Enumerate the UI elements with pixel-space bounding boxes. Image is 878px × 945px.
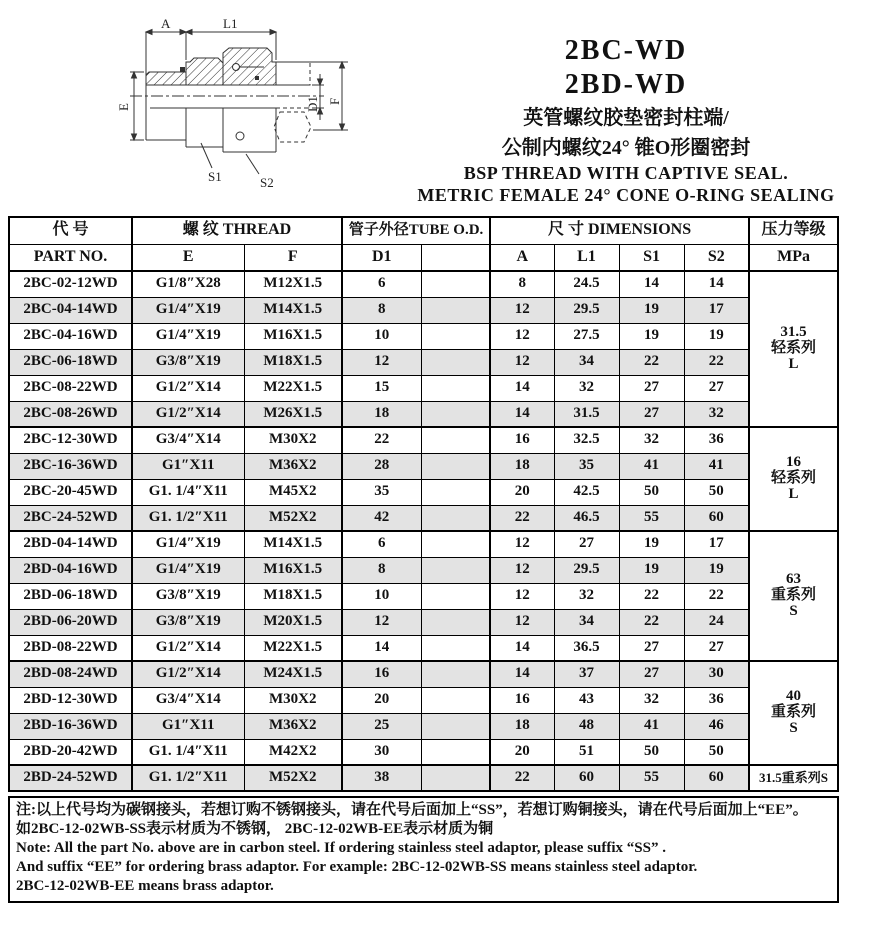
cell-thread-f: M14X1.5 (244, 297, 342, 323)
cell-thread-f: M42X2 (244, 739, 342, 765)
cell-thread-f: M22X1.5 (244, 375, 342, 401)
cell-pressure-group (749, 661, 838, 765)
header-tube-d1: D1 (342, 244, 421, 271)
pressure-line: L (788, 355, 799, 372)
cell-dim-s2: 60 (684, 505, 749, 531)
note-line: Note: All the part No. above are in carbon steel. If ordering stainless steel adaptor, please suffix “SS” . (16, 840, 666, 856)
cell-thread-f: M24X1.5 (244, 661, 342, 687)
spec-table-head (9, 217, 838, 271)
cell-dim-l1: 42.5 (554, 479, 619, 505)
cell-dim-l1: 48 (554, 713, 619, 739)
cell-thread-e: G1/4″X19 (132, 531, 244, 557)
cell-part-no: 2BD-20-42WD (9, 739, 132, 765)
cell-dim-a: 12 (490, 557, 554, 583)
cell-dim-l1: 37 (554, 661, 619, 687)
cell-thread-f: M20X1.5 (244, 609, 342, 635)
cell-thread-f: M26X1.5 (244, 401, 342, 427)
cell-thread-f: M22X1.5 (244, 635, 342, 661)
pressure-line: S (789, 719, 798, 736)
cell-part-no: 2BD-06-18WD (9, 583, 132, 609)
cell-tube-d1: 10 (342, 323, 421, 349)
fitting-section-drawing (18, 0, 378, 212)
cell-thread-f: M45X2 (244, 479, 342, 505)
table-row (9, 479, 838, 505)
cell-tube-blank (421, 765, 490, 791)
model-code-2: 2BD-WD (564, 69, 688, 100)
cell-part-no: 2BC-08-22WD (9, 375, 132, 401)
cell-part-no: 2BC-20-45WD (9, 479, 132, 505)
cell-thread-f: M16X1.5 (244, 557, 342, 583)
cell-thread-e: G3/8″X19 (132, 609, 244, 635)
cell-tube-d1: 8 (342, 557, 421, 583)
subtitle-en-1: BSP THREAD WITH CAPTIVE SEAL. (463, 163, 789, 183)
cell-tube-blank (421, 297, 490, 323)
cell-pressure-group (749, 531, 838, 661)
cell-thread-e: G1/4″X19 (132, 297, 244, 323)
cell-dim-s1: 41 (619, 453, 684, 479)
table-row (9, 427, 838, 453)
cell-tube-d1: 30 (342, 739, 421, 765)
table-row (9, 739, 838, 765)
cell-part-no: 2BD-04-14WD (9, 531, 132, 557)
note-line: 如2BC-12-02WB-SS表示材质为不锈钢， 2BC-12-02WB-EE表示材质为铜 (16, 821, 494, 837)
cell-dim-a: 18 (490, 453, 554, 479)
cell-dim-a: 12 (490, 297, 554, 323)
table-row (9, 557, 838, 583)
cell-dim-l1: 36.5 (554, 635, 619, 661)
cell-dim-a: 16 (490, 687, 554, 713)
header-thread-e: E (132, 244, 244, 271)
spec-table-body (9, 271, 838, 791)
cell-dim-s2: 30 (684, 661, 749, 687)
cell-dim-s1: 19 (619, 323, 684, 349)
cell-dim-l1: 29.5 (554, 557, 619, 583)
cell-dim-l1: 34 (554, 609, 619, 635)
cell-part-no: 2BC-04-14WD (9, 297, 132, 323)
cell-dim-s2: 32 (684, 401, 749, 427)
cell-tube-d1: 18 (342, 401, 421, 427)
pressure-line: 31.5 (780, 324, 807, 341)
header-dim-l1: L1 (554, 244, 619, 271)
cell-thread-e: G1. 1/4″X11 (132, 479, 244, 505)
cell-tube-d1: 42 (342, 505, 421, 531)
cell-thread-f: M30X2 (244, 427, 342, 453)
cell-tube-blank (421, 453, 490, 479)
table-row (9, 297, 838, 323)
cell-dim-a: 14 (490, 401, 554, 427)
table-row (9, 609, 838, 635)
cell-tube-blank (421, 479, 490, 505)
cell-dim-s1: 14 (619, 271, 684, 297)
pressure-line: 轻系列 (771, 340, 817, 357)
header-tube-blank (421, 244, 490, 271)
cell-dim-a: 8 (490, 271, 554, 297)
cell-tube-blank (421, 661, 490, 687)
cell-part-no: 2BD-04-16WD (9, 557, 132, 583)
dim-label-a: A (161, 16, 171, 31)
cell-tube-d1: 15 (342, 375, 421, 401)
cell-thread-e: G3/4″X14 (132, 687, 244, 713)
cell-thread-e: G1/8″X28 (132, 271, 244, 297)
header-dim-a: A (490, 244, 554, 271)
cell-part-no: 2BC-16-36WD (9, 453, 132, 479)
pressure-line: 63 (786, 571, 802, 588)
table-row (9, 401, 838, 427)
cell-part-no: 2BC-06-18WD (9, 349, 132, 375)
cell-tube-blank (421, 557, 490, 583)
note-line: And suffix “EE” for ordering brass adaptor. For example: 2BC-12-02WB-SS means stainless steel adaptor. (16, 859, 698, 875)
pressure-line: 31.5重系列S (759, 770, 829, 786)
cell-tube-blank (421, 427, 490, 453)
cell-tube-blank (421, 739, 490, 765)
cell-dim-s2: 46 (684, 713, 749, 739)
cell-dim-l1: 51 (554, 739, 619, 765)
cell-tube-d1: 6 (342, 531, 421, 557)
cell-dim-s2: 50 (684, 739, 749, 765)
cell-tube-d1: 16 (342, 661, 421, 687)
cell-dim-s1: 27 (619, 375, 684, 401)
cell-tube-d1: 14 (342, 635, 421, 661)
cell-tube-blank (421, 323, 490, 349)
cell-dim-s2: 17 (684, 297, 749, 323)
cell-thread-e: G1″X11 (132, 713, 244, 739)
cell-tube-blank (421, 635, 490, 661)
cell-thread-e: G1. 1/2″X11 (132, 765, 244, 791)
cell-dim-s2: 50 (684, 479, 749, 505)
cell-tube-d1: 22 (342, 427, 421, 453)
table-row (9, 271, 838, 297)
cell-tube-d1: 12 (342, 349, 421, 375)
pressure-line: S (789, 602, 798, 619)
cell-thread-e: G1/2″X14 (132, 401, 244, 427)
cell-tube-d1: 12 (342, 609, 421, 635)
notes-box (8, 796, 839, 903)
cell-dim-l1: 27 (554, 531, 619, 557)
cell-dim-s1: 22 (619, 349, 684, 375)
cell-dim-l1: 32.5 (554, 427, 619, 453)
cell-dim-s2: 19 (684, 557, 749, 583)
cell-dim-l1: 32 (554, 583, 619, 609)
cell-part-no: 2BD-24-52WD (9, 765, 132, 791)
cell-dim-a: 12 (490, 609, 554, 635)
cell-tube-blank (421, 271, 490, 297)
cell-part-no: 2BD-06-20WD (9, 609, 132, 635)
cell-dim-a: 22 (490, 765, 554, 791)
cell-dim-s2: 41 (684, 453, 749, 479)
subtitle-cn-1: 英管螺纹胶垫密封柱端/ (523, 107, 729, 129)
cell-part-no: 2BC-04-16WD (9, 323, 132, 349)
header-part-no-cn: 代 号 (9, 217, 132, 244)
pressure-line: 重系列 (771, 704, 817, 721)
table-row (9, 531, 838, 557)
cell-tube-blank (421, 505, 490, 531)
model-code-1: 2BC-WD (564, 35, 688, 66)
cell-dim-a: 14 (490, 635, 554, 661)
table-row (9, 505, 838, 531)
cell-dim-s1: 50 (619, 479, 684, 505)
cell-dim-s2: 27 (684, 375, 749, 401)
header-pressure-unit: MPa (749, 244, 838, 271)
header-dim-s2: S2 (684, 244, 749, 271)
cell-dim-s1: 19 (619, 557, 684, 583)
cell-part-no: 2BC-12-30WD (9, 427, 132, 453)
cell-dim-s1: 27 (619, 635, 684, 661)
pressure-line: L (788, 485, 799, 502)
header-pressure: 压力等级 (749, 217, 838, 244)
cell-thread-f: M18X1.5 (244, 349, 342, 375)
cell-tube-blank (421, 713, 490, 739)
cell-thread-e: G1. 1/4″X11 (132, 739, 244, 765)
cell-dim-a: 12 (490, 349, 554, 375)
note-line: 2BC-12-02WB-EE means brass adaptor. (16, 878, 274, 894)
cell-dim-a: 18 (490, 713, 554, 739)
cell-tube-d1: 8 (342, 297, 421, 323)
cell-tube-blank (421, 349, 490, 375)
table-row (9, 661, 838, 687)
subtitle-cn-2: 公制内螺纹24° 锥O形圈密封 (501, 137, 751, 159)
header-thread-f: F (244, 244, 342, 271)
cell-part-no: 2BC-08-26WD (9, 401, 132, 427)
cell-thread-f: M52X2 (244, 765, 342, 791)
dim-label-s1: S1 (208, 169, 222, 184)
subtitle-en-2: METRIC FEMALE 24° CONE O-RING SEALING (417, 185, 835, 205)
dim-label-s2: S2 (260, 175, 274, 190)
cell-dim-a: 20 (490, 479, 554, 505)
cell-dim-l1: 46.5 (554, 505, 619, 531)
cell-tube-d1: 10 (342, 583, 421, 609)
cell-thread-e: G3/4″X14 (132, 427, 244, 453)
cell-thread-e: G1/2″X14 (132, 375, 244, 401)
cell-part-no: 2BD-16-36WD (9, 713, 132, 739)
cell-tube-d1: 35 (342, 479, 421, 505)
cell-dim-l1: 24.5 (554, 271, 619, 297)
cell-tube-d1: 38 (342, 765, 421, 791)
cell-dim-s2: 36 (684, 427, 749, 453)
cell-dim-s2: 27 (684, 635, 749, 661)
table-row (9, 687, 838, 713)
cell-pressure-group (749, 427, 838, 531)
header-thread: 螺 纹 THREAD (132, 217, 342, 244)
cell-tube-d1: 25 (342, 713, 421, 739)
cell-dim-a: 14 (490, 661, 554, 687)
cell-part-no: 2BD-12-30WD (9, 687, 132, 713)
cell-part-no: 2BC-24-52WD (9, 505, 132, 531)
cell-dim-s2: 60 (684, 765, 749, 791)
note-line: 注:以上代号均为碳钢接头，若想订购不锈钢接头，请在代号后面加上“SS”，若想订购铜接头，请在代号后面加上“EE”。 (16, 802, 808, 818)
table-row (9, 765, 838, 791)
cell-dim-s2: 19 (684, 323, 749, 349)
table-row (9, 635, 838, 661)
header-dimensions: 尺 寸 DIMENSIONS (490, 217, 749, 244)
cell-dim-l1: 60 (554, 765, 619, 791)
cell-dim-s1: 27 (619, 661, 684, 687)
pressure-line: 轻系列 (771, 470, 817, 487)
cell-thread-e: G1″X11 (132, 453, 244, 479)
cell-dim-s1: 41 (619, 713, 684, 739)
cell-thread-e: G3/8″X19 (132, 349, 244, 375)
cell-dim-s1: 32 (619, 687, 684, 713)
header-tube-od: 管子外径TUBE O.D. (342, 217, 490, 244)
cell-thread-e: G1/2″X14 (132, 635, 244, 661)
table-row (9, 453, 838, 479)
cell-dim-l1: 27.5 (554, 323, 619, 349)
cell-dim-a: 12 (490, 583, 554, 609)
cell-dim-s1: 22 (619, 609, 684, 635)
cell-tube-blank (421, 375, 490, 401)
cell-dim-a: 22 (490, 505, 554, 531)
cell-dim-s2: 24 (684, 609, 749, 635)
cell-dim-s1: 27 (619, 401, 684, 427)
cell-dim-a: 16 (490, 427, 554, 453)
dim-label-e: E (116, 103, 131, 111)
pressure-line: 16 (786, 454, 802, 471)
dim-label-l1: L1 (223, 16, 238, 31)
cell-dim-s2: 22 (684, 583, 749, 609)
cell-dim-s2: 14 (684, 271, 749, 297)
dim-label-d1: D1 (305, 96, 320, 112)
cell-tube-d1: 28 (342, 453, 421, 479)
cell-part-no: 2BD-08-24WD (9, 661, 132, 687)
cell-thread-e: G1/2″X14 (132, 661, 244, 687)
technical-drawing (18, 0, 378, 217)
cell-dim-s1: 50 (619, 739, 684, 765)
table-row (9, 583, 838, 609)
cell-thread-f: M18X1.5 (244, 583, 342, 609)
spec-table (8, 216, 839, 792)
table-row (9, 713, 838, 739)
cell-dim-l1: 31.5 (554, 401, 619, 427)
title-block (388, 34, 864, 206)
cell-dim-s1: 19 (619, 531, 684, 557)
cell-tube-blank (421, 531, 490, 557)
table-row (9, 323, 838, 349)
cell-thread-f: M14X1.5 (244, 531, 342, 557)
cell-thread-e: G1. 1/2″X11 (132, 505, 244, 531)
cell-dim-s1: 55 (619, 765, 684, 791)
header-dim-s1: S1 (619, 244, 684, 271)
pressure-line: 重系列 (771, 587, 817, 604)
cell-thread-f: M36X2 (244, 453, 342, 479)
cell-part-no: 2BC-02-12WD (9, 271, 132, 297)
cell-dim-a: 12 (490, 323, 554, 349)
cell-dim-l1: 43 (554, 687, 619, 713)
cell-tube-blank (421, 583, 490, 609)
header-part-no-en: PART NO. (9, 244, 132, 271)
cell-pressure-group (749, 765, 838, 791)
cell-thread-f: M30X2 (244, 687, 342, 713)
cell-thread-e: G3/8″X19 (132, 583, 244, 609)
cell-thread-e: G1/4″X19 (132, 323, 244, 349)
cell-dim-l1: 32 (554, 375, 619, 401)
cell-dim-s1: 19 (619, 297, 684, 323)
cell-thread-f: M16X1.5 (244, 323, 342, 349)
cell-dim-a: 12 (490, 531, 554, 557)
cell-dim-l1: 34 (554, 349, 619, 375)
cell-tube-blank (421, 609, 490, 635)
cell-dim-l1: 35 (554, 453, 619, 479)
cell-tube-d1: 20 (342, 687, 421, 713)
cell-thread-e: G1/4″X19 (132, 557, 244, 583)
page-header (0, 0, 878, 216)
cell-thread-f: M52X2 (244, 505, 342, 531)
cell-dim-s1: 55 (619, 505, 684, 531)
dim-label-f: F (327, 97, 342, 105)
cell-thread-f: M36X2 (244, 713, 342, 739)
cell-dim-s2: 36 (684, 687, 749, 713)
cell-dim-s2: 22 (684, 349, 749, 375)
cell-thread-f: M12X1.5 (244, 271, 342, 297)
cell-dim-s1: 22 (619, 583, 684, 609)
table-row (9, 349, 838, 375)
cell-dim-l1: 29.5 (554, 297, 619, 323)
cell-dim-s1: 32 (619, 427, 684, 453)
cell-part-no: 2BD-08-22WD (9, 635, 132, 661)
pressure-line: 40 (786, 688, 802, 705)
cell-pressure-group (749, 271, 838, 427)
table-row (9, 375, 838, 401)
cell-tube-blank (421, 687, 490, 713)
cell-dim-a: 20 (490, 739, 554, 765)
cell-tube-blank (421, 401, 490, 427)
cell-dim-a: 14 (490, 375, 554, 401)
cell-dim-s2: 17 (684, 531, 749, 557)
cell-tube-d1: 6 (342, 271, 421, 297)
